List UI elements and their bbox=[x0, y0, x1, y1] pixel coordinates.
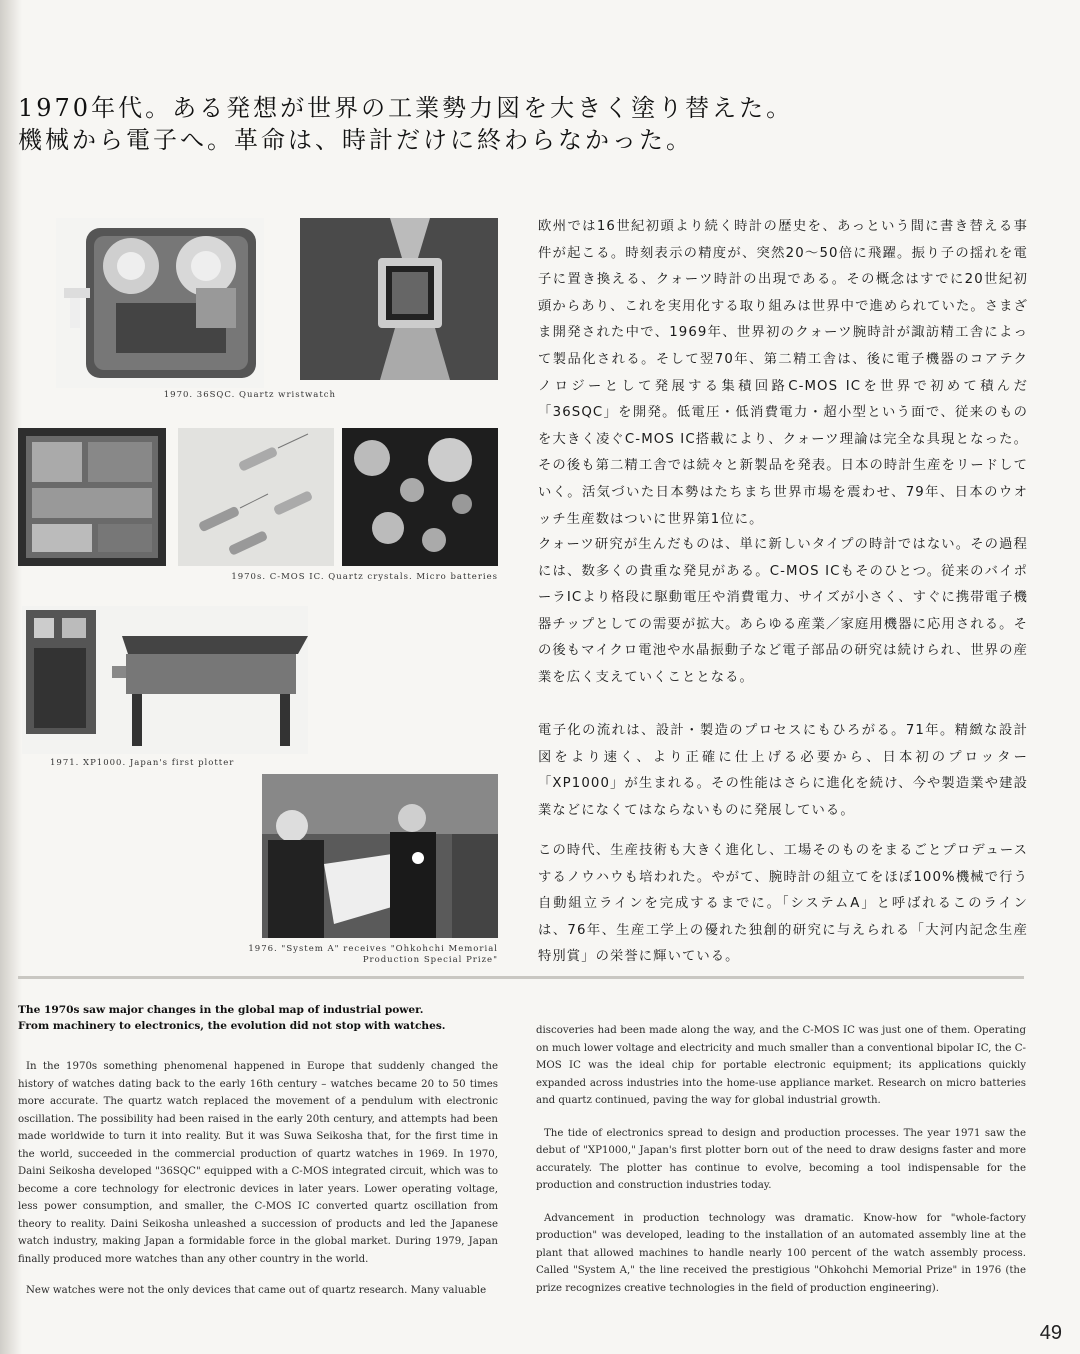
micro-batteries-illustration bbox=[342, 428, 498, 566]
english-paragraph-4: The tide of electronics spread to design and production processes. The year 1971 saw the debut of "XP1000," Japan's first plotter born out of the need to draw designs faster and more accurately. The plotter has continue to evolve, becoming a tool indispensable for the production and construction industries today. bbox=[536, 1127, 1026, 1191]
english-title-line-2: From machinery to electronics, the evolution did not stop with watches. bbox=[18, 1020, 446, 1032]
english-column-left bbox=[18, 1058, 498, 1300]
english-paragraph-1: In the 1970s something phenomenal happened in Europe that suddenly changed the history of watches dating back to the early 16th century – watches became 20 to 50 times more accurate. The quartz watch replaced the movement of a pendulum with electronic oscillation. The possibility had been raised in the early 20th century, and attempts had been made worldwide to turn it into reality. But it was Suwa Seikosha that, for the first time in the world, succeeded in the commercial production of quartz watches in 1969. In 1970, Daini Seikosha developed "36SQC" equipped with a C-MOS integrated circuit, which was to become a core technology for electronic devices in later years. Lower operating voltage, less power consumption, and smaller, the C-MOS IC converted quartz oscillation from theory to reality. Daini Seikosha unleashed a succession of products and led the Japanese watch industry, making Japan a formidable force in the global market. During 1979, Japan finally produced more watches than any other country in the world. bbox=[18, 1061, 498, 1265]
english-paragraph-5: Advancement in production technology was dramatic. Know-how for "whole-factory production" was developed, leading to the installation of an automated assembly line at the plant that allowed machines to handle nearly 100 percent of the watch assembly process. Called "System A," the line received the prestigious "Ohkohchi Memorial Prize" in 1976 (the prize recognizes creative technologies in the field of production engineering). bbox=[536, 1212, 1026, 1294]
caption-system-a-1: 1976. "System A" receives "Ohkohchi Memorial bbox=[248, 944, 498, 954]
english-title-line-1: The 1970s saw major changes in the global map of industrial power. bbox=[18, 1004, 424, 1016]
headline-line-1: 1970年代。ある発想が世界の工業勢力図を大きく塗り替えた。 bbox=[18, 94, 794, 122]
headline-line-2: 機械から電子へ。革命は、時計だけに終わらなかった。 bbox=[18, 126, 693, 154]
photo-micro-batteries bbox=[342, 428, 498, 566]
caption-quartz-watch: 1970. 36SQC. Quartz wristwatch bbox=[163, 390, 336, 400]
page-number: 49 bbox=[1039, 1322, 1062, 1344]
photo-wristwatch bbox=[300, 218, 498, 380]
english-paragraph-3: discoveries had been made along the way, and the C-MOS IC was just one of them. Operating on much lower voltage and electricity and much smaller than a conventional bipolar IC, the C-MOS IC was the ideal chip for portable electronic equipment; its applications quickly expanded across industries into the home-use appliance market. Research on micro batteries and quartz continued, paving the way for global industrial growth. bbox=[536, 1025, 1026, 1106]
wristwatch-illustration bbox=[300, 218, 498, 380]
photo-watch-movement bbox=[56, 218, 264, 388]
jp-paragraph-1: 欧州では16世紀初頭より続く時計の歴史を、あっという間に書き替える事件が起こる。時刻表示の精度が、突然20～50倍に飛躍。振り子の揺れを電子に置き換える、クォーツ時計の出現である。その概念はすでに20世紀初頭からあり、これを実用化する取り組みは世界中で進められていた。さまざま開発された中で、1969年、世界初のクォーツ腕時計が諏訪精工舎によって製品化される。そして翌70年、第二精工舎は、後に電子機器のコアテクノロジーとして発展する集積回路C-MOS ICを世界で初めて積んだ「36SQC」を開発。低電圧・低消費電力・超小型という面で、従来のものを大きく凌ぐC-MOS IC搭載により、クォーツ理論は完全な具現となった。その後も第二精工舎では続々と新製品を発表。日本の時計生産をリードしていく。活気づいた日本勢はたちまち世界市場を震わせ、79年、日本のウオッチ生産数はついに世界第1位に。 bbox=[538, 219, 1028, 527]
caption-system-a-2: Production Special Prize" bbox=[362, 955, 498, 965]
photo-quartz-crystals bbox=[178, 428, 334, 566]
jp-paragraph-2: クォーツ研究が生んだものは、単に新しいタイプの時計ではない。その過程には、数多くの貴重な発見がある。C-MOS ICもそのひとつ。従来のバイポーラICより格段に駆動電圧や消費電力、サイズが小さく、すぐに携帯電子機器チップとしての需要が拡大。あらゆる産業／家庭用機器に応用される。その後もマイクロ電池や水晶振動子など電子部品の研究は続けられ、世界の産業を広く支えていくこととなる。 bbox=[538, 537, 1028, 685]
photo-cmos-ic bbox=[18, 428, 166, 566]
cmos-ic-illustration bbox=[18, 428, 166, 566]
watch-movement-illustration bbox=[56, 218, 264, 388]
award-ceremony-illustration bbox=[262, 774, 498, 938]
english-paragraph-2: New watches were not the only devices that came out of quartz research. Many valuable bbox=[26, 1285, 487, 1296]
caption-cmos-quartz-batteries: 1970s. C-MOS IC. Quartz crystals. Micro batteries bbox=[231, 572, 498, 582]
english-column-right bbox=[536, 1022, 1026, 1297]
section-divider bbox=[18, 976, 1024, 979]
quartz-crystals-illustration bbox=[178, 428, 334, 566]
photo-system-a-award bbox=[262, 774, 498, 938]
jp-paragraph-4: この時代、生産技術も大きく進化し、工場そのものをまるごとプロデュースするノウハウも培われた。やがて、腕時計の組立てをほぼ100%機械で行う自動組立ラインを完成するまでに。「システムA」と呼ばれるこのラインは、76年、生産工学上の優れた独創的研究に与えられる「大河内記念生産特別賞」の栄誉に輝いている。 bbox=[538, 843, 1028, 965]
english-title bbox=[18, 1002, 498, 1034]
headline bbox=[18, 92, 794, 156]
jp-paragraph-3: 電子化の流れは、設計・製造のプロセスにもひろがる。71年。精緻な設計図をより速く、より正確に仕上げる必要から、日本初のプロッター「XP1000」が生まれる。その性能はさらに進化を続け、今や製造業や建設業などになくてはならないものに発展している。 bbox=[538, 723, 1028, 818]
photo-xp1000-plotter bbox=[22, 606, 308, 754]
caption-plotter: 1971. XP1000. Japan's first plotter bbox=[50, 758, 235, 768]
plotter-illustration bbox=[22, 606, 308, 754]
